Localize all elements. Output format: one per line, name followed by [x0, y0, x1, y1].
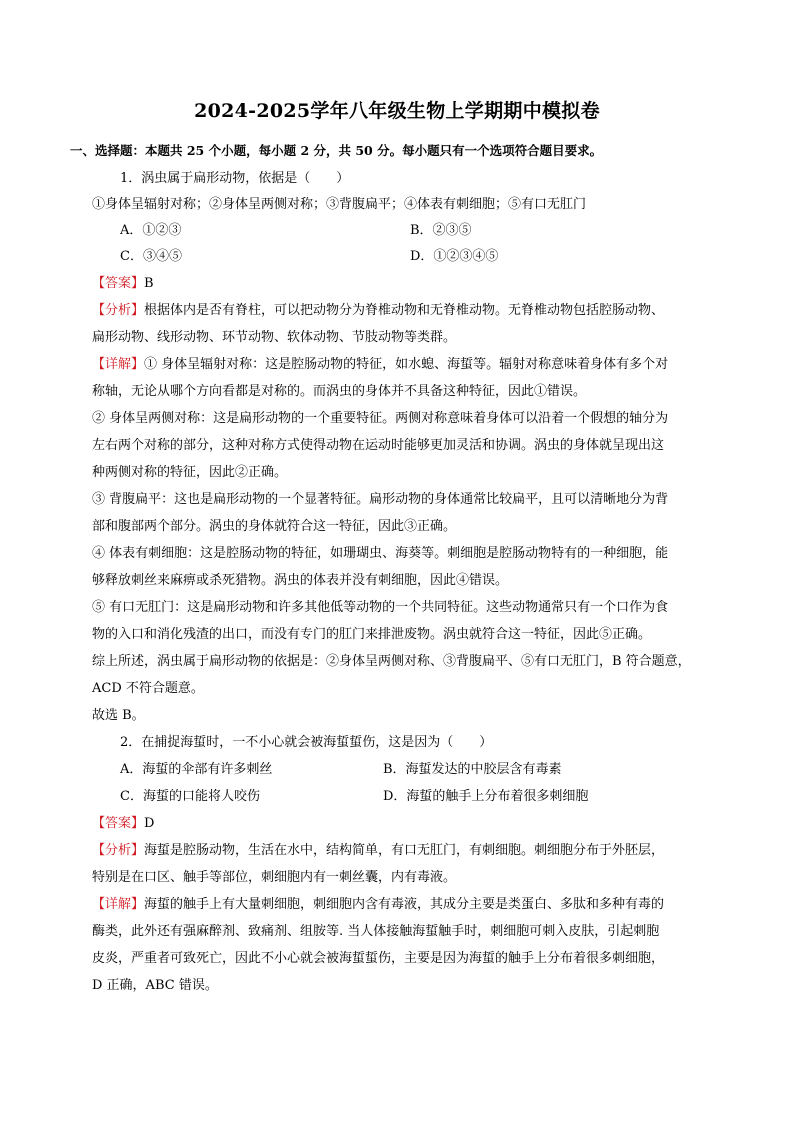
q1-detail-line-1 [92, 356, 668, 374]
q1-option-d: D．①②③④⑤ [410, 249, 499, 264]
q2-answer-value: D [144, 816, 155, 831]
q1-detail-line-12: 综上所述，涡虫属于扁形动物的依据是：②身体呈两侧对称、③背腹扁平、⑤有口无肛门，B 符合题意， [92, 654, 691, 669]
q1-detail-line-3: ② 身体呈两侧对称：这是扁形动物的一个重要特征。两侧对称意味着身体可以沿着一个假想的轴分为 [92, 411, 669, 426]
q2-detail-text-1: 海蜇的触手上有大量刺细胞，刺细胞内含有毒液，其成分主要是类蛋白、多肽和多种有毒的 [144, 897, 665, 912]
q2-analysis-tag: 【分析】 [92, 843, 145, 858]
q1-detail-line-7: 部和腹部两个部分。涡虫的身体就符合这一特征，因此③正确。 [92, 519, 457, 534]
q1-detail-line-6: ③ 背腹扁平：这也是扁形动物的一个显著特征。扁形动物的身体通常比较扁平，且可以清晰地分为背 [92, 492, 669, 507]
q1-detail-line-8: ④ 体表有刺细胞：这是腔肠动物的特征，如珊瑚虫、海葵等。刺细胞是腔肠动物特有的一种细胞，能 [92, 546, 669, 561]
q2-analysis-line-2: 特别是在口区、触手等部位，刺细胞内有一刺丝囊，内有毒液。 [92, 870, 457, 885]
q1-statements: ①身体呈辐射对称；②身体呈两侧对称；③背腹扁平；④体表有刺细胞；⑤有口无肛门 [92, 197, 587, 212]
q1-analysis-text-1: 根据体内是否有脊柱，可以把动物分为脊椎动物和无脊椎动物。无脊椎动物包括腔肠动物、 [144, 303, 665, 318]
q2-detail-tag: 【详解】 [92, 897, 145, 912]
q1-detail-text-1: ① 身体呈辐射对称：这是腔肠动物的特征，如水螅、海蜇等。辐射对称意味着身体有多个对 [144, 357, 669, 372]
q2-option-c: C．海蜇的口能将人咬伤 [120, 789, 260, 804]
q2-detail-line-1 [92, 896, 664, 914]
q2-detail-line-3: 皮炎，严重者可致死亡，因此不小心就会被海蜇蜇伤，主要是因为海蜇的触手上分布着很多刺细胞， [92, 951, 665, 966]
q1-option-a: A．①②③ [120, 223, 182, 238]
q1-detail-line-13: ACD 不符合题意。 [92, 681, 204, 696]
q2-option-b: B．海蜇发达的中胶层含有毒素 [383, 762, 562, 777]
q2-answer [92, 815, 154, 833]
q2-detail-line-4: D 正确，ABC 错误。 [92, 978, 218, 993]
q1-detail-line-14: 故选 B。 [92, 708, 145, 723]
q1-detail-line-10: ⑤ 有口无肛门：这是扁形动物和许多其他低等动物的一个共同特征。这些动物通常只有一个口作为食 [92, 600, 669, 615]
q1-detail-line-9: 够释放刺丝来麻痹或杀死猎物。涡虫的体表并没有刺细胞，因此④错误。 [92, 573, 509, 588]
q1-analysis-line-1 [92, 302, 664, 320]
exam-title: 2024-2025学年八年级生物上学期期中模拟卷 [194, 100, 600, 122]
q2-analysis-line-1 [92, 842, 664, 860]
q1-answer-tag: 【答案】 [92, 276, 145, 291]
q1-analysis-line-2: 扁形动物、线形动物、环节动物、软体动物、节肢动物等类群。 [92, 330, 457, 345]
q1-detail-line-2: 称轴，无论从哪个方向看都是对称的。而涡虫的身体并不具备这种特征，因此①错误。 [92, 384, 587, 399]
q1-option-b: B．②③⑤ [410, 223, 472, 238]
q1-detail-line-4: 左右两个对称的部分，这种对称方式使得动物在运动时能够更加灵活和协调。涡虫的身体就呈现出这 [92, 438, 665, 453]
q2-option-a: A．海蜇的伞部有许多刺丝 [120, 762, 273, 777]
section-heading: 一、选择题：本题共 25 个小题，每小题 2 分，共 50 分。每小题只有一个选项符合题目要求。 [70, 143, 603, 158]
q1-detail-tag: 【详解】 [92, 357, 145, 372]
q2-answer-tag: 【答案】 [92, 816, 145, 831]
q1-option-c: C．③④⑤ [120, 249, 182, 264]
q1-analysis-tag: 【分析】 [92, 303, 145, 318]
q2-stem: 2．在捕捉海蜇时，一不小心就会被海蜇蜇伤，这是因为（ ） [120, 735, 493, 750]
q2-option-d: D．海蜇的触手上分布着很多刺细胞 [383, 789, 589, 804]
q2-analysis-text-1: 海蜇是腔肠动物，生活在水中，结构简单，有口无肛门，有刺细胞。刺细胞分布于外胚层， [144, 843, 665, 858]
q2-detail-line-2: 酶类，此外还有强麻醉剂、致痛剂、组胺等. 当人体接触海蜇触手时，刺细胞可刺入皮肤，引起刺胞 [92, 924, 660, 939]
q1-detail-line-5: 种两侧对称的特征，因此②正确。 [92, 465, 288, 480]
q1-stem: 1．涡虫属于扁形动物，依据是（ ） [120, 171, 350, 186]
q1-answer [92, 275, 154, 293]
q1-detail-line-11: 物的入口和消化残渣的出口，而没有专门的肛门来排泄废物。涡虫就符合这一特征，因此⑤正确。 [92, 627, 652, 642]
q1-answer-value: B [144, 276, 154, 291]
